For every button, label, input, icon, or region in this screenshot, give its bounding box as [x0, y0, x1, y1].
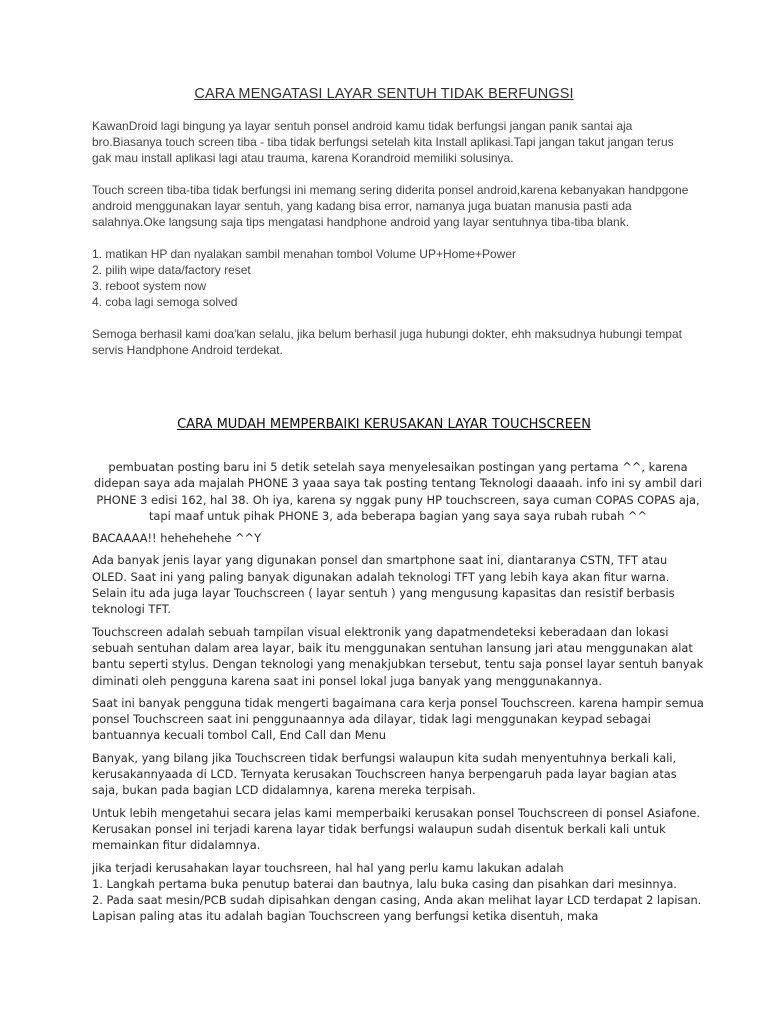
section2-step: 1. Langkah pertama buka penutup baterai dan bautnya, lalu buka casing dan pisahkan dari mesinnya. [92, 876, 677, 891]
section2-paragraph: Saat ini banyak pengguna tidak mengerti bagaimana cara kerja ponsel Touchscreen. karena hampir semua ponsel Touchscreen saat ini penggunaannya ada dilayar, tidak lagi menggunakan keypad sebagai bantuannya kecuali tombol Call, End Call dan Menu [92, 695, 704, 743]
section2-step: 2. Pada saat mesin/PCB sudah dipisahkan dengan casing, Anda akan melihat layar LCD terdapat 2 lapisan. Lapisan paling atas itu adalah bagian Touchscreen yang berfungsi ketika disentuh, maka [92, 893, 702, 924]
section2-body [92, 459, 704, 925]
section1-step: 1. matikan HP dan nyalakan sambil menahan tombol Volume UP+Home+Power [92, 247, 517, 261]
section1-step: 3. reboot system now [92, 279, 207, 293]
section2-paragraph: Banyak, yang bilang jika Touchscreen tidak berfungsi walaupun kita sudah menyentuhnya berkali kali, kerusakannyaada di LCD. Ternyata kerusakan Touchscreen hanya berpengaruh pada layar bagian atas saja, bukan pada bagian LCD didalamnya, karena mereka terpisah. [92, 750, 677, 798]
section1-steps [92, 246, 692, 310]
section2-paragraph: Touchscreen adalah sebuah tampilan visual elektronik yang dapatmendeteksi keberadaan dan lokasi sebuah sentuhan dalam area layar, baik itu menggunakan sentuhan lansung jari atau menggunakan alat bantu seperti stylus. Dengan teknologi yang menakjubkan tersebut, tentu saja ponsel layar sentuh banyak diminati oleh pengguna karena saat ini ponsel lokal juga banyak yang menggunakannya. [92, 624, 704, 688]
section2-steps-intro: jika terjadi kerusahakan layar touchsreen, hal hal yang perlu kamu lakukan adalah [92, 860, 564, 875]
section1-title: CARA MENGATASI LAYAR SENTUH TIDAK BERFUNGSI [194, 86, 574, 102]
section2-paragraph: Ada banyak jenis layar yang digunakan ponsel dan smartphone saat ini, diantaranya CSTN, TFT atau OLED. Saat ini yang paling banyak digunakan adalah teknologi TFT yang lebih kaya akan fitur warna. Selain itu ada juga layar Touchscreen ( layar sentuh ) yang mengusung kapasitas dan resistif berbasis teknologi TFT. [92, 553, 675, 617]
section2-steps [92, 860, 704, 925]
section2-paragraph: BACAAAA!! hehehehehe ^^Y [92, 531, 262, 546]
section1-paragraph: Touch screen tiba-tiba tidak berfungsi ini memang sering diderita ponsel android,karena kebanyakan handpgone android menggunakan layar sentuh, yang kadang bisa error, namanya juga buatan manusia pasti ada salahnya.Oke langsung saja tips mengatasi handphone android yang layar sentuhnya tiba-tiba blank. [92, 183, 689, 229]
section2-paragraph: Untuk lebih mengetahui secara jelas kami memperbaiki kerusakan ponsel Touchscreen di ponsel Asiafone. Kerusakan ponsel ini terjadi karena layar tidak berfungsi walaupun sudah disentuk berkali kali untuk memainkan fitur didalamnya. [92, 805, 700, 853]
section1-closing: Semoga berhasil kami doa'kan selalu, jika belum berhasil juga hubungi dokter, ehh maksudnya hubungi tempat servis Handphone Android terdekat. [92, 327, 682, 357]
section2-title: CARA MUDAH MEMPERBAIKI KERUSAKAN LAYAR TOUCHSCREEN [177, 417, 591, 432]
section1-step: 2. pilih wipe data/factory reset [92, 263, 251, 277]
section2-intro: pembuatan posting baru ini 5 detik setelah saya menyelesaikan postingan yang pertama ^^, karena didepan saya ada majalah PHONE 3 yaaa saya tak posting tentang Teknologi daaaah. info ini sy ambil dari PHONE 3 edisi 162, hal 38. Oh iya, karena sy nggak puny HP touchscreen, saya cuman COPAS COPAS aja, tapi maaf untuk pihak PHONE 3, ada beberapa bagian yang saya saya rubah rubah ^^ [93, 460, 703, 523]
section1-paragraph: KawanDroid lagi bingung ya layar sentuh ponsel android kamu tidak berfungsi jangan panik santai aja bro.Biasanya touch screen tiba - tiba tidak berfungsi setelah kita Install aplikasi.Tapi jangan takut jangan terus gak mau install aplikasi lagi atau trauma, karena Korandroid memiliki solusinya. [92, 119, 674, 165]
section1-step: 4. coba lagi semoga solved [92, 295, 238, 309]
section1-body [92, 118, 692, 374]
